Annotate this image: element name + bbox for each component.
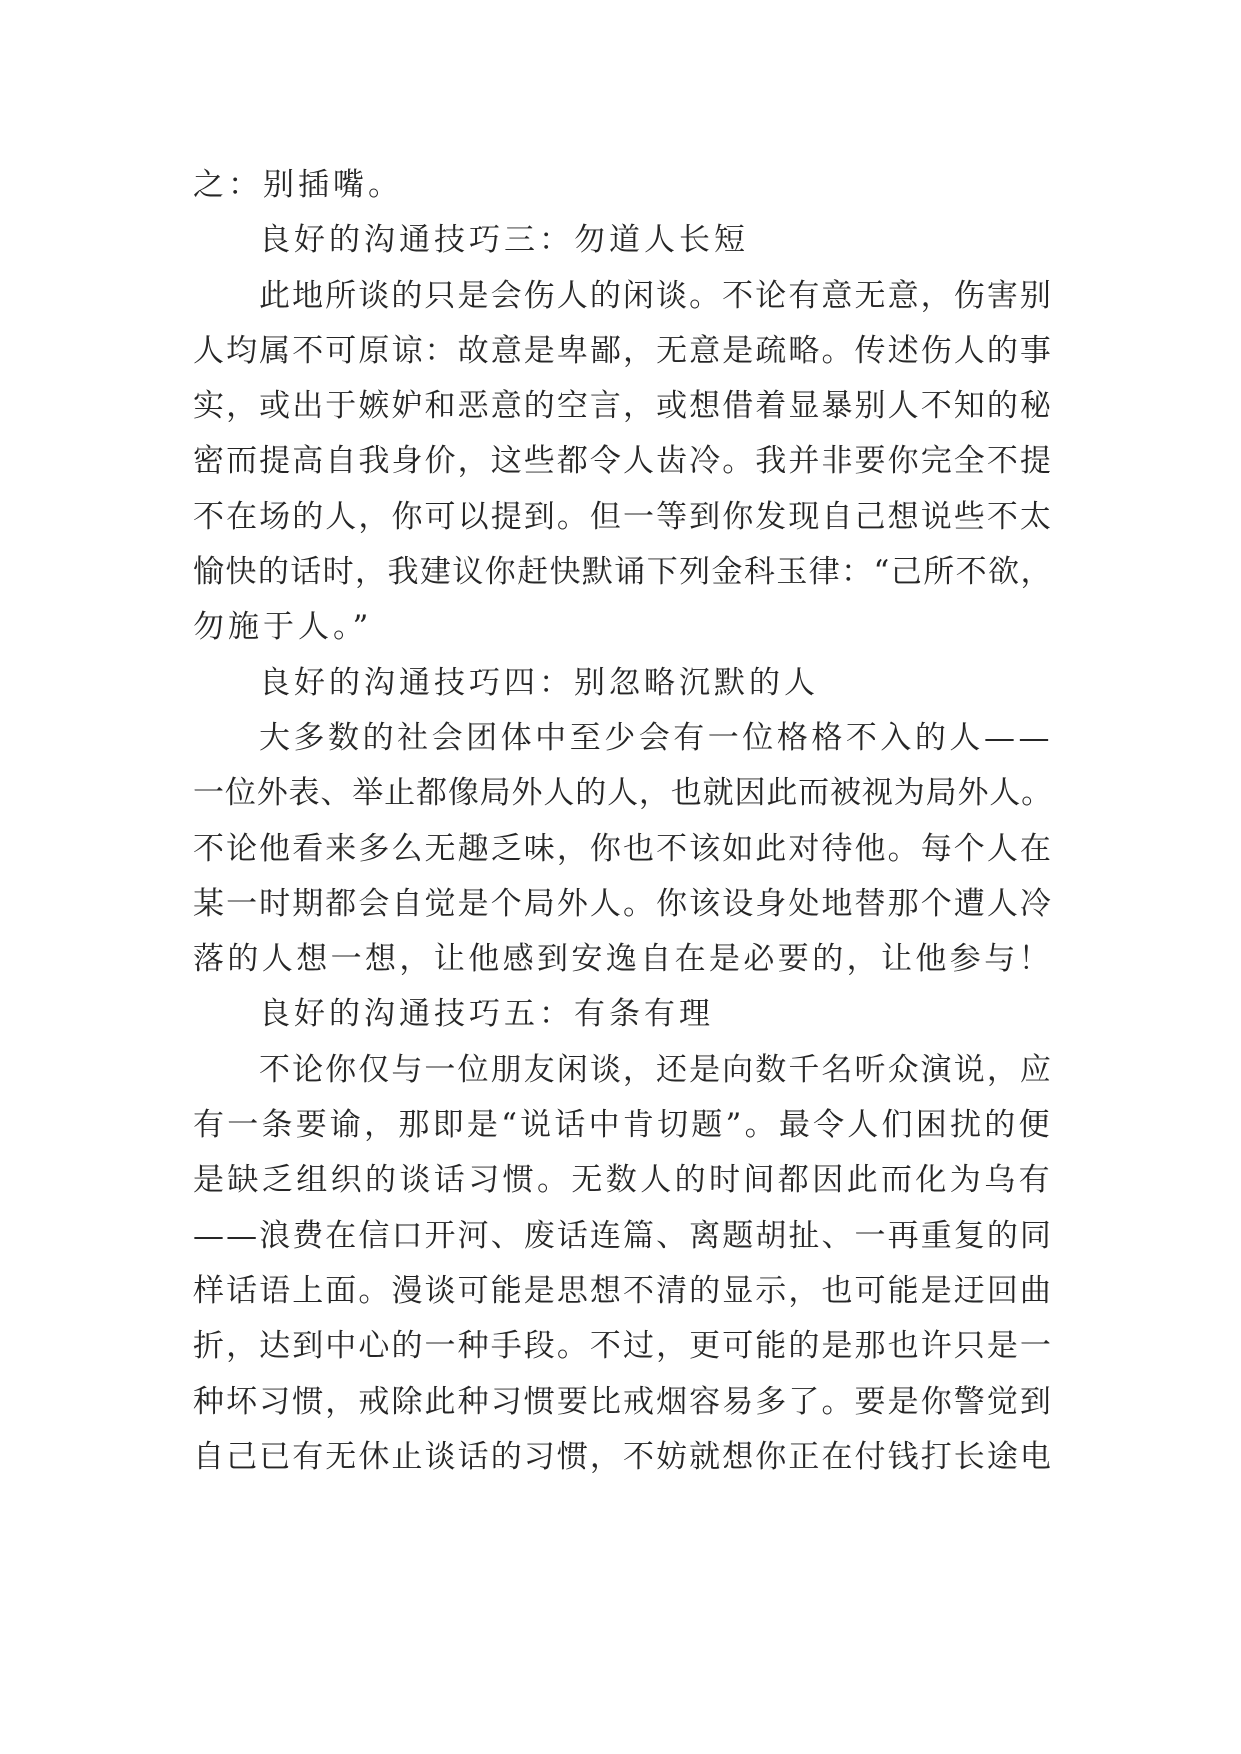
text-line: 落的人想一想，让他感到安逸自在是必要的，让他参与！: [193, 941, 1053, 978]
text-line: 愉快的话时，我建议你赶快默诵下列金科玉律：“己所不欲，: [193, 554, 1053, 591]
text-line: 样话语上面。漫谈可能是思想不清的显示，也可能是迂回曲: [193, 1272, 1053, 1309]
text-line: 大多数的社会团体中至少会有一位格格不入的人——: [259, 719, 1053, 756]
text-line: 密而提高自我身价，这些都令人齿冷。我并非要你完全不提: [193, 443, 1053, 480]
text-line: 良好的沟通技巧三：勿道人长短: [259, 222, 749, 259]
text-line: 良好的沟通技巧四：别忽略沉默的人: [259, 664, 819, 701]
text-line: 不论他看来多么无趣乏味，你也不该如此对待他。每个人在: [193, 830, 1053, 867]
text-line: 折，达到中心的一种手段。不过，更可能的是那也许只是一: [193, 1328, 1053, 1365]
text-line: 某一时期都会自觉是个局外人。你该设身处地替那个遭人冷: [193, 885, 1053, 922]
text-line: 实，或出于嫉妒和恶意的空言，或想借着显暴别人不知的秘: [193, 388, 1053, 425]
text-line: 不在场的人，你可以提到。但一等到你发现自己想说些不太: [193, 498, 1053, 535]
text-line: 是缺乏组织的谈话习惯。无数人的时间都因此而化为乌有: [193, 1162, 1053, 1199]
text-line: 此地所谈的只是会伤人的闲谈。不论有意无意，伤害别: [259, 277, 1053, 314]
text-line: 人均属不可原谅：故意是卑鄙，无意是疏略。传述伤人的事: [193, 332, 1053, 369]
text-line: 不论你仅与一位朋友闲谈，还是向数千名听众演说，应: [259, 1051, 1053, 1088]
text-line: 勿施于人。”: [193, 609, 373, 646]
text-line: 一位外表、举止都像局外人的人，也就因此而被视为局外人。: [193, 775, 1053, 812]
body-text: [193, 158, 1053, 1485]
text-line: 良好的沟通技巧五：有条有理: [259, 996, 714, 1033]
text-line: 有一条要谕，那即是“说话中肯切题”。最令人们困扰的便: [193, 1107, 1053, 1144]
text-line: ——浪费在信口开河、废话连篇、离题胡扯、一再重复的同: [193, 1217, 1053, 1254]
text-line: 种坏习惯，戒除此种习惯要比戒烟容易多了。要是你警觉到: [193, 1383, 1053, 1420]
text-line: 自己已有无休止谈话的习惯，不妨就想你正在付钱打长途电: [193, 1438, 1053, 1475]
text-line: 之：别插嘴。: [193, 167, 403, 203]
